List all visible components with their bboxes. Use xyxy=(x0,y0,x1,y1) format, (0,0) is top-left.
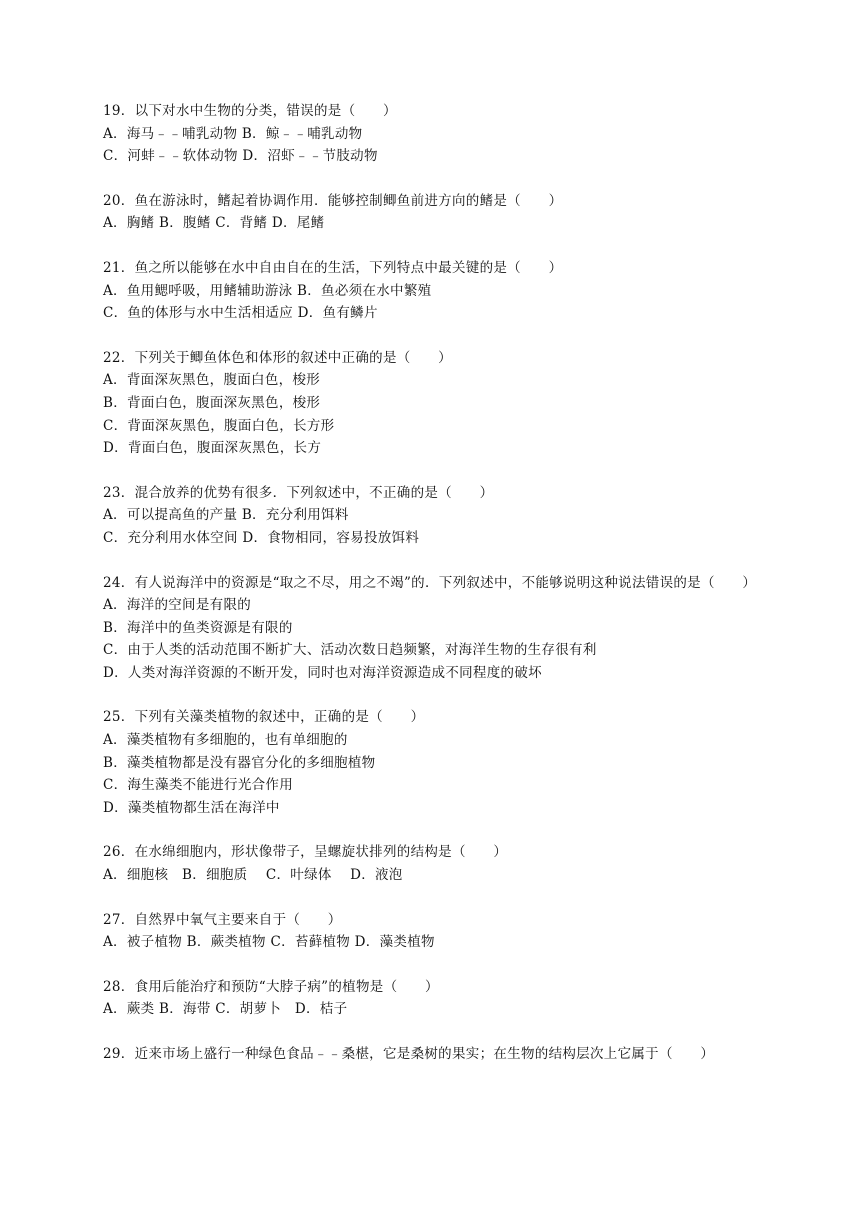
question-22 xyxy=(103,347,783,460)
question-stem: 29．近来市场上盛行一种绿色食品﹣﹣桑椹，它是桑树的果实；在生物的结构层次上它属于（ ） xyxy=(103,1046,715,1062)
question-25 xyxy=(103,706,783,819)
question-27 xyxy=(103,909,783,954)
question-stem: 25．下列有关藻类植物的叙述中，正确的是（ ） xyxy=(103,709,425,726)
question-26 xyxy=(103,841,783,886)
option-line: A．细胞核 B．细胞质 C．叶绿体 D．液泡 xyxy=(103,867,403,884)
option-line: D．人类对海洋资源的不断开发，同时也对海洋资源造成不同程度的破坏 xyxy=(103,664,542,681)
question-stem: 27．自然界中氧气主要来自于（ ） xyxy=(103,911,342,928)
option-line: C．鱼的体形与水中生活相适应 D．鱼有鳞片 xyxy=(103,305,378,322)
option-line: A．胸鳍 B．腹鳍 C．背鳍 D．尾鳍 xyxy=(103,215,325,232)
option-line: C．充分利用水体空间 D．食物相同，容易投放饵料 xyxy=(103,529,420,546)
option-line: A．鱼用鳃呼吸，用鳍辅助游泳 B．鱼必须在水中繁殖 xyxy=(103,282,432,299)
question-28 xyxy=(103,976,783,1021)
option-line: A．背面深灰黑色，腹面白色，梭形 xyxy=(103,372,321,389)
option-line: B．海洋中的鱼类资源是有限的 xyxy=(103,619,293,636)
question-stem: 19．以下对水中生物的分类，错误的是（ ） xyxy=(103,103,397,119)
question-20 xyxy=(103,190,783,235)
option-line: A．海马﹣﹣哺乳动物 B．鲸﹣﹣哺乳动物 xyxy=(103,125,363,142)
question-stem: 26．在水绵细胞内，形状像带子，呈螺旋状排列的结构是（ ） xyxy=(103,844,508,861)
option-line: B．藻类植物都是没有器官分化的多细胞植物 xyxy=(103,754,376,771)
option-line: A．藻类植物有多细胞的，也有单细胞的 xyxy=(103,732,348,749)
option-line: D．藻类植物都生活在海洋中 xyxy=(103,799,280,816)
option-line: D．背面白色，腹面深灰黑色，长方 xyxy=(103,440,322,457)
option-line: A．被子植物 B．蕨类植物 C．苔藓植物 D．藻类植物 xyxy=(103,934,435,951)
question-stem: 23．混合放养的优势有很多．下列叙述中，不正确的是（ ） xyxy=(103,484,494,501)
option-line: B．背面白色，腹面深灰黑色，梭形 xyxy=(103,394,321,411)
question-24 xyxy=(103,572,783,685)
option-line: C．河蚌﹣﹣软体动物 D．沼虾﹣﹣节肢动物 xyxy=(103,148,378,165)
option-line: C．由于人类的活动范围不断扩大、活动次数日趋频繁，对海洋生物的生存很有利 xyxy=(103,642,597,659)
question-list xyxy=(103,100,783,1088)
option-line: A．海洋的空间是有限的 xyxy=(103,597,252,614)
option-line: C．海生藻类不能进行光合作用 xyxy=(103,777,294,794)
question-stem: 22．下列关于鲫鱼体色和体形的叙述中正确的是（ ） xyxy=(103,349,452,366)
question-stem: 28．食用后能治疗和预防“大脖子病”的植物是（ ） xyxy=(103,978,439,995)
question-stem: 20．鱼在游泳时，鳍起着协调作用．能够控制鲫鱼前进方向的鳍是（ ） xyxy=(103,192,563,209)
question-23 xyxy=(103,482,783,550)
option-line: C．背面深灰黑色，腹面白色，长方形 xyxy=(103,417,335,434)
question-stem: 21．鱼之所以能够在水中自由自在的生活，下列特点中最关键的是（ ） xyxy=(103,259,563,276)
question-21 xyxy=(103,257,783,325)
option-line: A．蕨类 B．海带 C．胡萝卜 D．桔子 xyxy=(103,1001,348,1018)
question-29 xyxy=(103,1043,783,1066)
option-line: A．可以提高鱼的产量 B．充分利用饵料 xyxy=(103,507,349,524)
question-stem: 24．有人说海洋中的资源是“取之不尽，用之不竭”的．下列叙述中，不能够说明这种说法错误的是（ ） xyxy=(103,574,757,591)
question-19 xyxy=(103,100,783,168)
